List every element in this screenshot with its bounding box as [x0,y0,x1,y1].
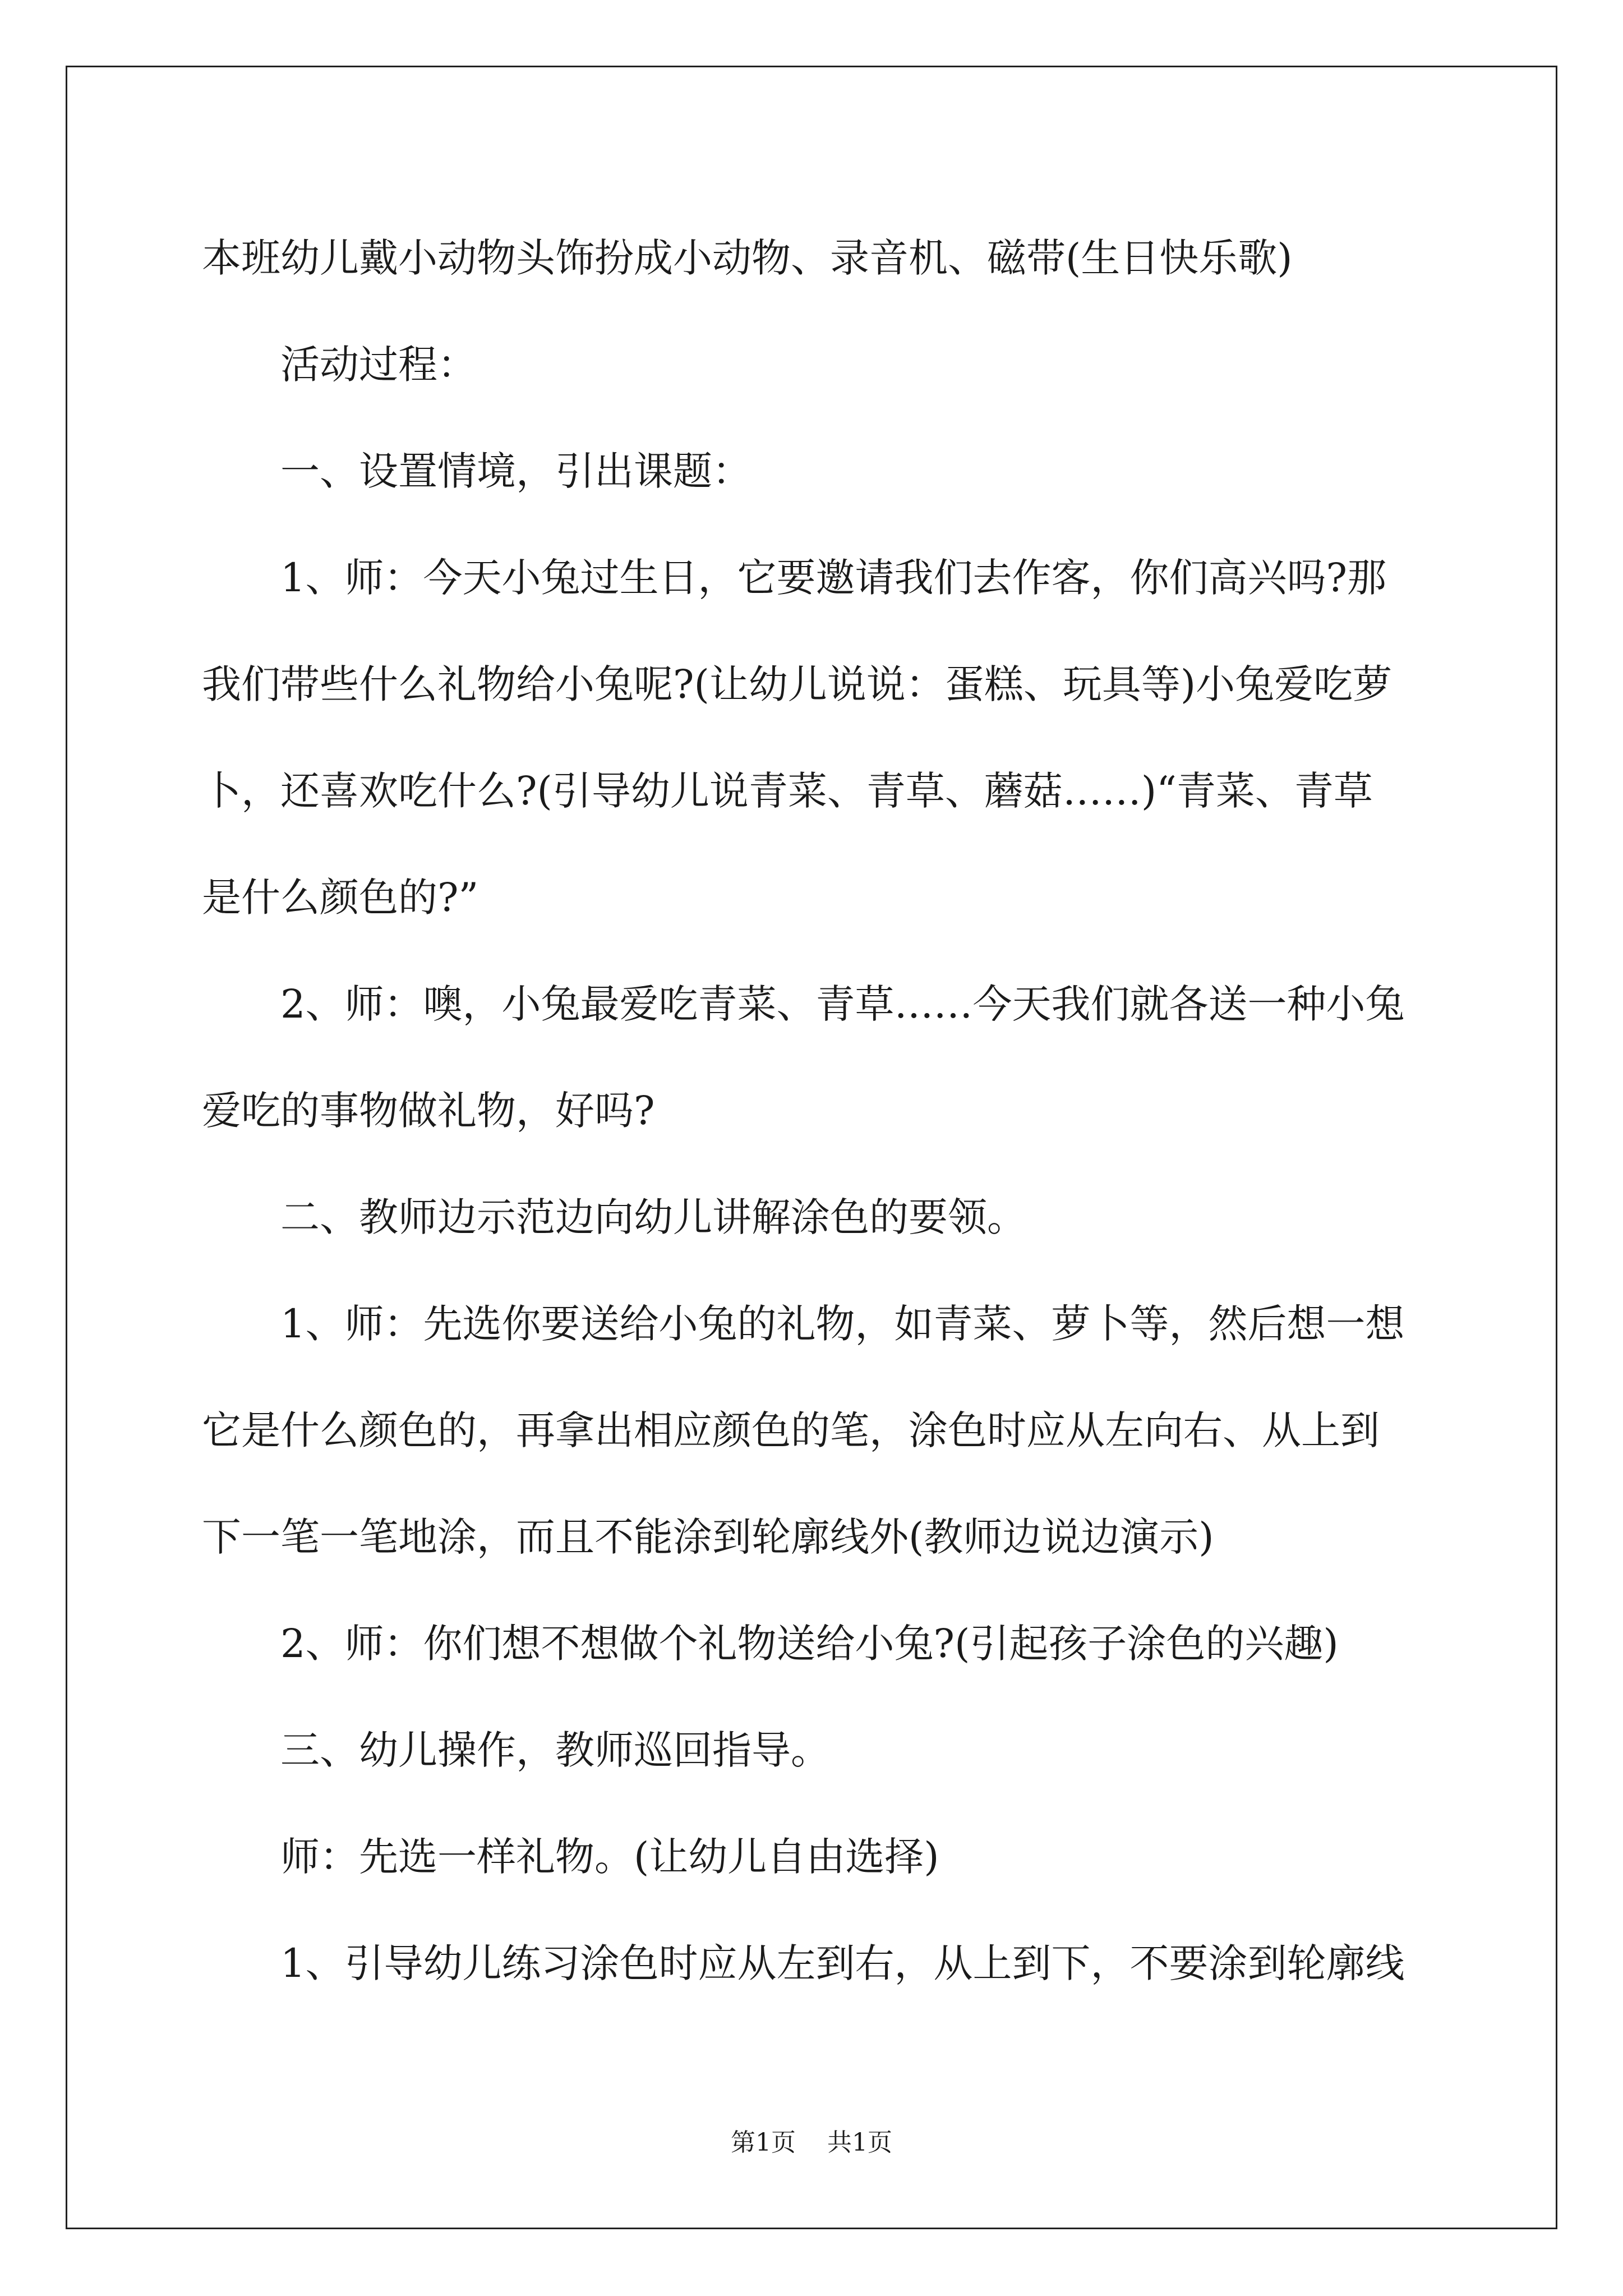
text-line: 卜，还喜欢吃什么?(引导幼儿说青菜、青草、蘑菇……)“青菜、青草 [202,768,1373,814]
text-line: 我们带些什么礼物给小兔呢?(让幼儿说说：蛋糕、玩具等)小兔爱吃萝 [202,661,1393,707]
text-line: 本班幼儿戴小动物头饰扮成小动物、录音机、磁带(生日快乐歌) [202,235,1293,281]
text-line: 1、师：今天小兔过生日，它要邀请我们去作客，你们高兴吗?那 [280,555,1387,601]
text-line: 活动过程： [280,342,477,388]
text-line: 师：先选一样礼物。(让幼儿自由选择) [280,1834,939,1880]
text-line: 二、教师边示范边向幼儿讲解涂色的要领。 [280,1194,1026,1240]
text-line: 2、师：噢，小兔最爱吃青菜、青草……今天我们就各送一种小兔 [280,981,1405,1027]
text-line: 爱吃的事物做礼物，好吗? [202,1088,655,1134]
text-line: 是什么颜色的?” [202,875,479,921]
page-footer: 第1页 共1页 [731,2128,892,2157]
text-line: 一、设置情境，引出课题： [280,448,751,494]
document-body [202,205,1436,2017]
text-line: 2、师：你们想不想做个礼物送给小兔?(引起孩子涂色的兴趣) [280,1621,1339,1667]
text-line: 三、幼儿操作，教师巡回指导。 [280,1727,830,1773]
text-line: 1、师：先选你要送给小兔的礼物，如青菜、萝卜等，然后想一想 [280,1301,1405,1347]
text-line: 它是什么颜色的，再拿出相应颜色的笔，涂色时应从左向右、从上到 [202,1407,1380,1453]
text-line: 1、引导幼儿练习涂色时应从左到右，从上到下，不要涂到轮廓线 [280,1940,1405,1986]
text-line: 下一笔一笔地涂，而且不能涂到轮廓线外(教师边说边演示) [202,1514,1214,1560]
